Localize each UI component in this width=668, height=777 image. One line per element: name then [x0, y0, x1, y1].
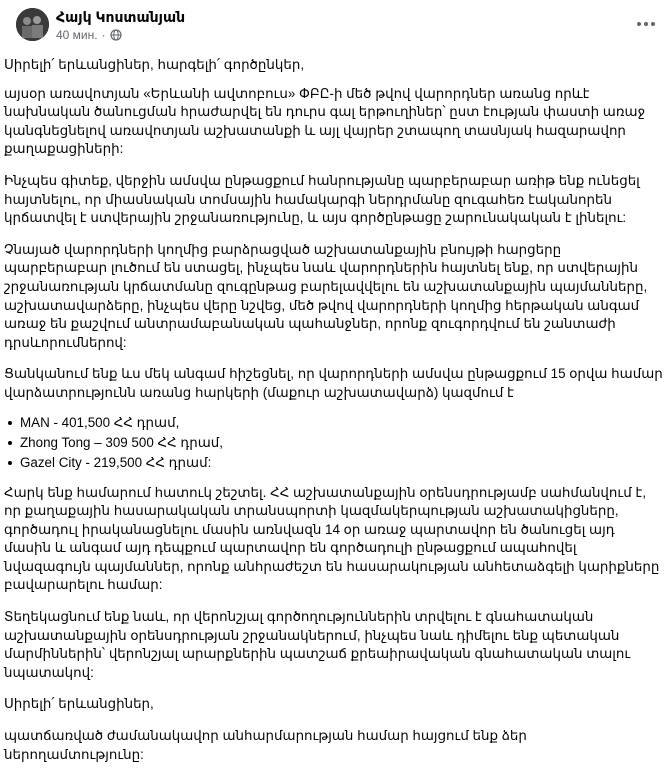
paragraph-3: Չնայած վարորդների կողմից բարձրացված աշխատանքային բնույթի հարցերը պարբերաբար լուծում են ստացել, ինչպես նաև վարորդներին հայտնել ենք, որ ստվերային շրջանառության կրճատմանը զուգընթաց բարելավվելու են աշխատանքային պայմանները, աշխատավարձերը, ինչպես վերը նշվեց, մեծ թվով վարորդների կողմից հերթական անգամ առաջ են քաշվում անտրամաբանական պահանջներ, որոնք զուգորդվում են շանտաժի դրսևորումներով:	[4, 241, 648, 350]
author-name[interactable]: Հայկ Կոստանյան	[56, 9, 186, 25]
list-item: Zhong Tong – 309 500 ՀՀ դրամ,	[4, 433, 664, 453]
paragraph-6: Տեղեկացնում ենք նաև, որ վերոնշյալ գործողություններին տրվելու է գնահատական աշխատանքային օրենսդրության շրջանակներում, ինչպես նաև դիմելու ենք պետական մարմիններին՝ վերոնշյալ արարքներին պատշաճ քրեաիրավական գնահատական տալու նպատակով:	[4, 609, 631, 680]
paragraph-2: Ինչպես գիտեք, վերջին ամսվա ընթացքում հանրությանը պարբերաբար առիթ ենք ունեցել հայտնելու, որ միասնական տոմսային համակարգի ներդրմանը զուգահեռ էականորեն կրճատվել է ստվերային շրջանառությունը, և այս գործընթացը շարունակական է լինելու:	[4, 172, 640, 226]
globe-icon	[110, 29, 122, 41]
last-paragraph: պատճառված ժամանակավոր անհարմարության համար հայցում ենք ձեր ներողամտությունը:	[4, 728, 527, 762]
closing-paragraph: Սիրելի՛ երևանցիներ,	[4, 696, 154, 712]
salary-list	[4, 413, 664, 473]
list-item: Gazel City - 219,500 ՀՀ դրամ:	[4, 453, 664, 473]
paragraph-1: այսօր առավոտյան «Երևանի ավտոբուս» ՓԲԸ-ի մեծ թվով վարորդներ առանց որևէ նախնական ծանուցման հրաժարվել են դուրս գալ երթուղիներ՝ ըստ էության փաստի առաջ կանգնեցնելով առավոտյան աշխատանքի և այլ վայրեր շտապող տասնյակ հազարավոր քաղաքացիների:	[4, 85, 646, 157]
meta-separator: ·	[101, 28, 106, 42]
avatar-photo-icon	[16, 8, 49, 41]
paragraph-5: Հարկ ենք համարում հատուկ շեշտել. ՀՀ աշխատանքային օրենսդրությամբ սահմանվում է, որ քաղաքային հասարակական տրանսպորտի կազմակերպության աշխատակիցները, գործադուլ իրականացնելու մասին առնվազն 14 օր առաջ պարտավոր են ծանուցել այդ մասին և անգամ այդ դեպքում պարտավոր են գործադուլի ընթացքում ապահովել նվազագույն պայմաններ, որոնք անհրաժեշտ են հասարակության անհետաձգելի կարիքները բավարարելու համար:	[4, 484, 660, 593]
post-body	[4, 56, 664, 777]
post-header	[0, 0, 668, 50]
post-meta	[56, 28, 122, 42]
paragraph-4: Ցանկանում ենք ևս մեկ անգամ հիշեցնել, որ վարորդների ամսվա ընթացքում 15 օրվա համար վարձատրությունն առանց հարկերի (մաքուր աշխատավարձ) կազմում է	[4, 366, 663, 400]
post-time[interactable]: 40 мин.	[56, 28, 98, 42]
more-options-icon	[636, 21, 656, 27]
author-avatar[interactable]	[16, 8, 49, 41]
more-options-button[interactable]	[634, 12, 658, 36]
list-item: MAN - 401,500 ՀՀ դրամ,	[4, 413, 664, 433]
greeting-paragraph: Սիրելի՛ երևանցիներ, հարգելի՛ գործընկեր,	[4, 57, 305, 72]
